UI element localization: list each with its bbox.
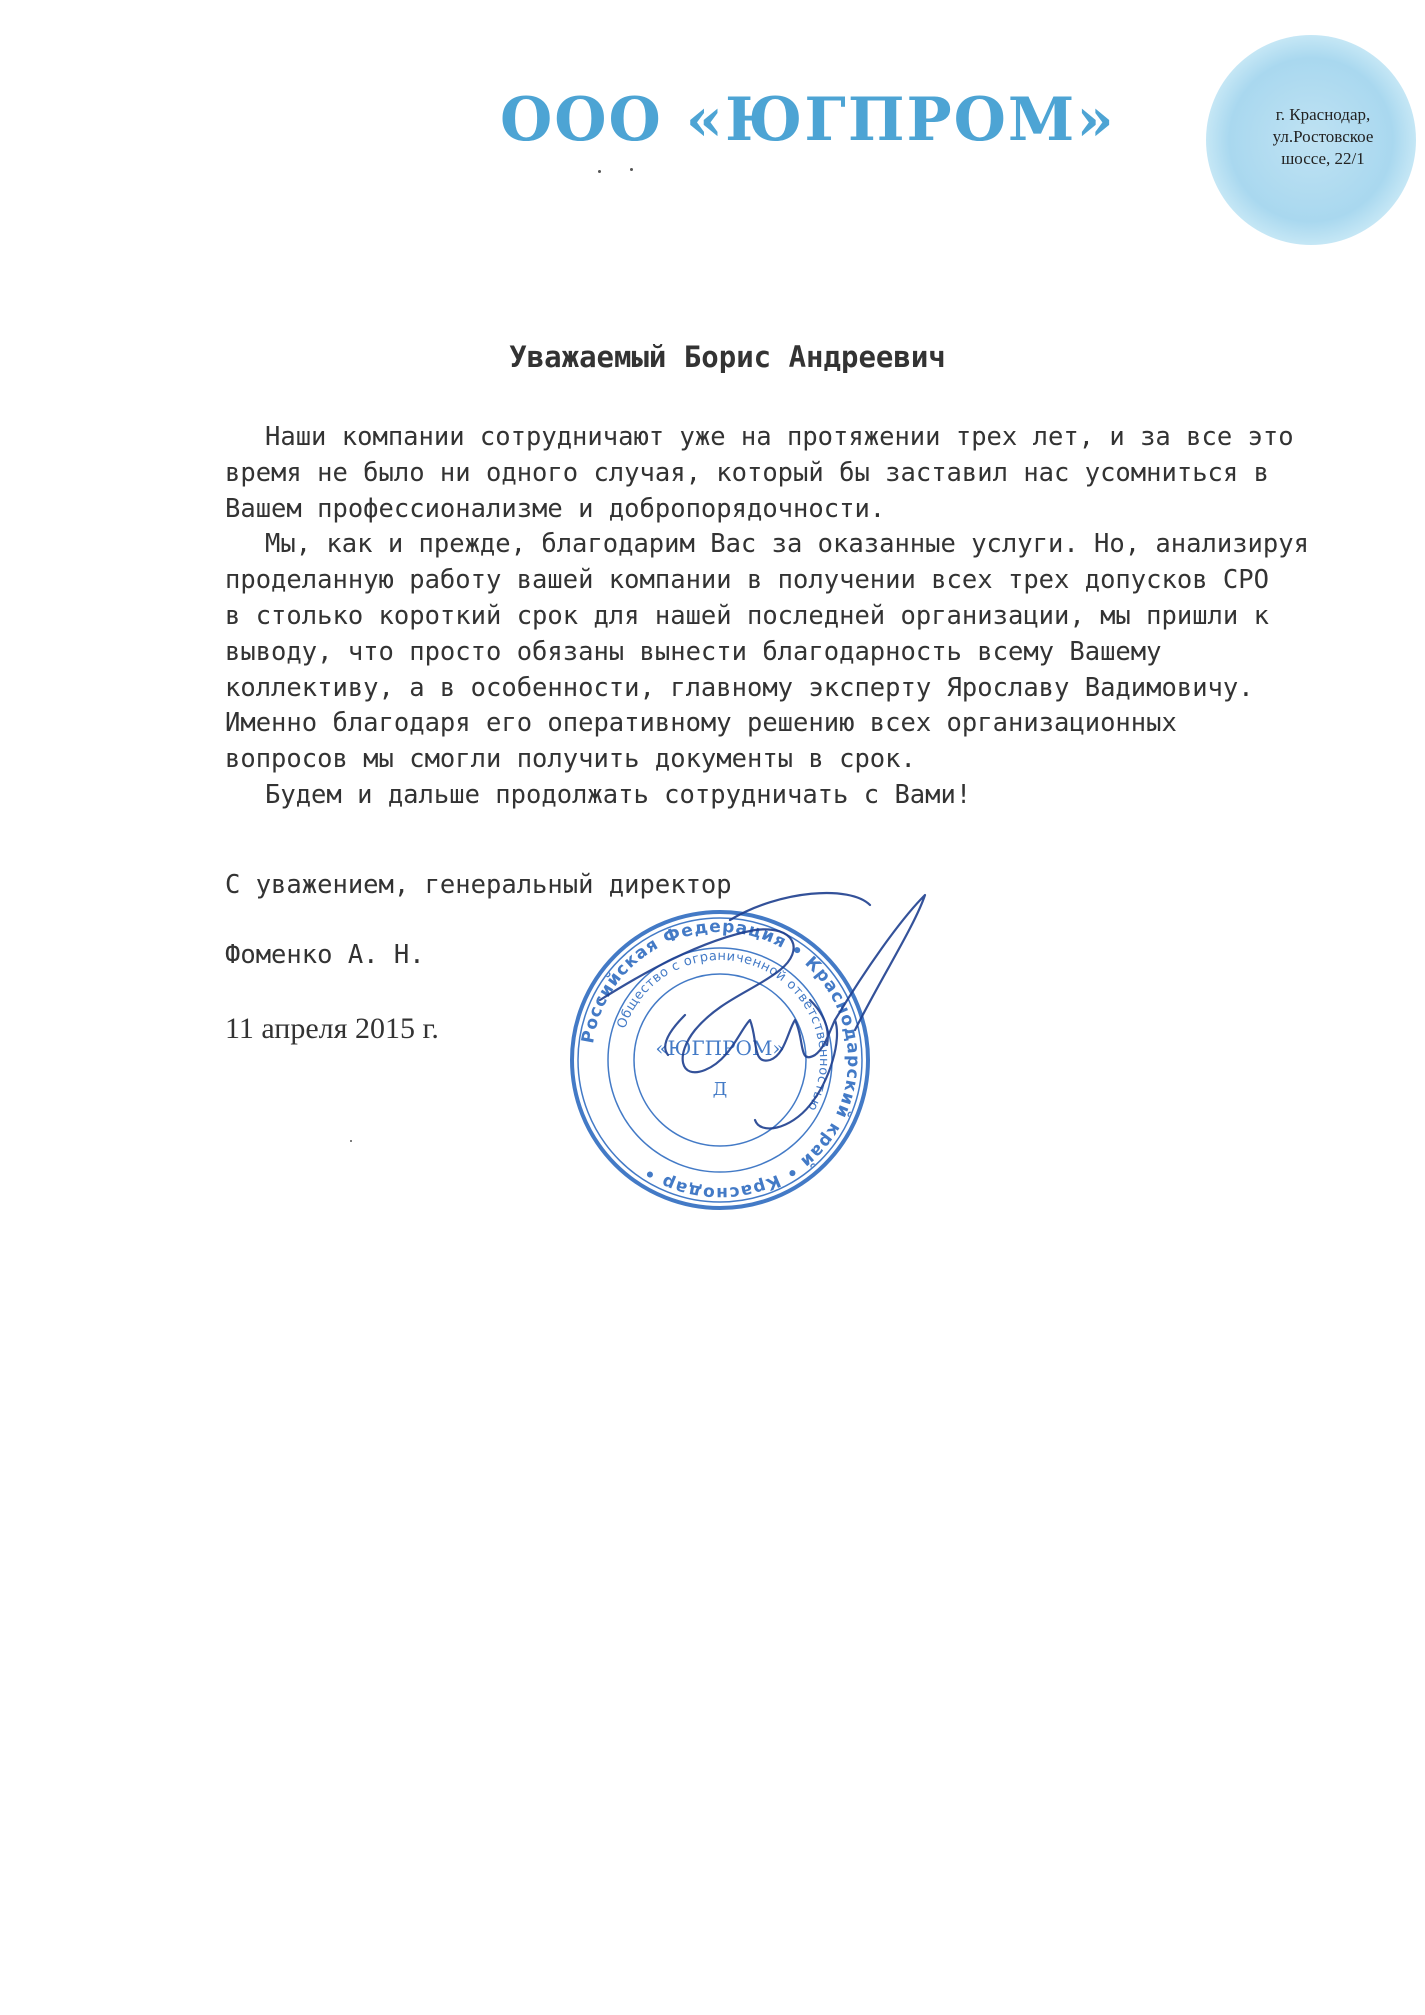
- handwritten-signature: [580, 880, 940, 1150]
- stamp-center-letter: Д: [712, 1079, 728, 1100]
- letter-body: [225, 420, 1355, 814]
- body-paragraph: Мы, как и прежде, благодарим Вас за оказанные услуги. Но, анализируя проделанную работу вашей компании в получении всех трех допусков СРО в столько короткий срок для нашей последней организации, мы пришли к выводу, что просто обязаны вынести благодарность всему Вашему коллективу, а в особенности, главному эксперту Ярославу Вадимовичу. Именно благодаря его оперативному решению всех организационных вопросов мы смогли получить документы в срок.: [225, 529, 1309, 775]
- company-name-heading: ООО «ЮГПРОМ»: [500, 85, 1116, 155]
- address-line: ул.Ростовское: [1272, 127, 1374, 146]
- greeting-heading: Уважаемый Борис Андреевич: [509, 340, 946, 374]
- body-paragraph: Будем и дальше продолжать сотрудничать с Вами!: [265, 779, 972, 810]
- address-line: шоссе, 22/1: [1281, 149, 1365, 168]
- signatory-name: Фоменко А. Н.: [225, 940, 425, 970]
- stamp-center-text: «ЮГПРОМ»: [655, 1036, 785, 1060]
- scan-speck: [598, 170, 601, 173]
- body-paragraph: Наши компании сотрудничают уже на протяжении трех лет, и за все это время не было ни одного случая, который бы заставил нас усомниться в Вашем профессионализме и добропорядочности.: [225, 422, 1294, 524]
- stamp-inner-text: Общество с ограниченной ответственностью: [614, 948, 832, 1114]
- company-address: [1248, 104, 1398, 170]
- scan-speck: [630, 168, 633, 171]
- scan-speck: [350, 1140, 352, 1142]
- stamp-outer-text: Российская Федерация • Краснодарский край • Краснодар •: [578, 916, 864, 1204]
- closing-line: С уважением, генеральный директор: [225, 870, 732, 900]
- address-line: г. Краснодар,: [1275, 105, 1371, 124]
- letter-date: 11 апреля 2015 г.: [225, 1012, 439, 1045]
